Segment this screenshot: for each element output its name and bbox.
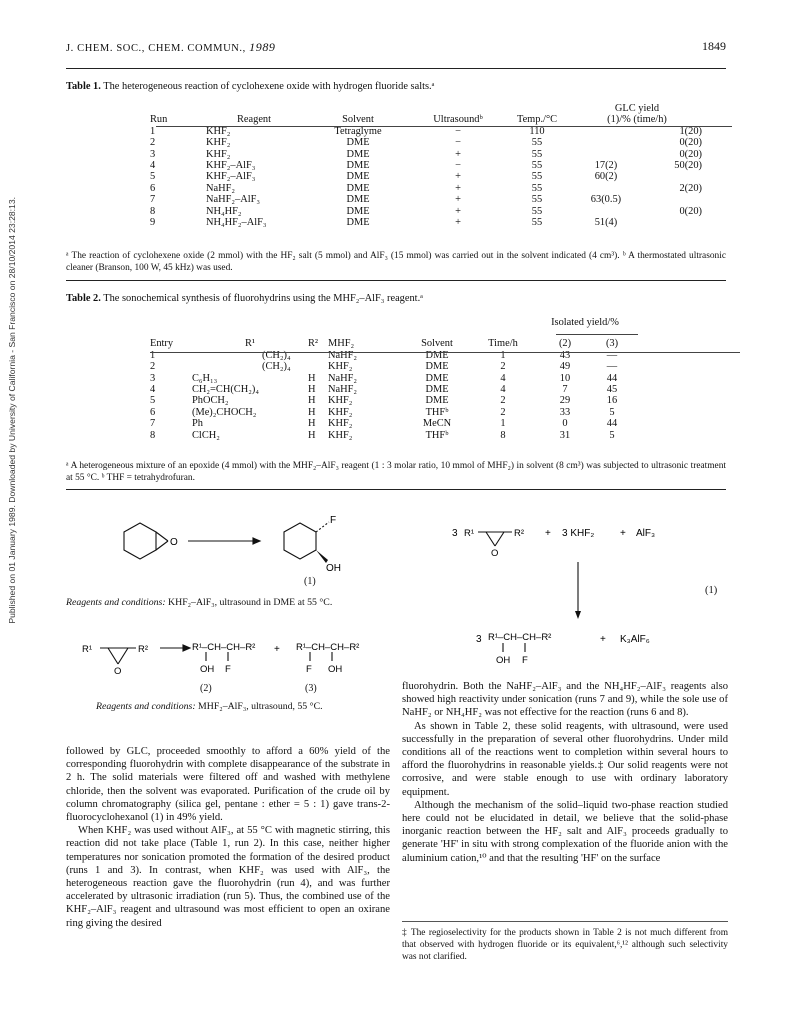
svg-text:O: O [114, 666, 122, 677]
table1-col-run: Run [150, 114, 168, 126]
journal-name [66, 40, 276, 55]
header-rule [66, 68, 726, 69]
table2-cell: NaHF₂ [328, 384, 358, 396]
table2-cell: DME [425, 361, 449, 373]
table2-cell: 3 [150, 372, 156, 384]
table2-cell: 33 [559, 406, 571, 418]
svg-text:R¹: R¹ [82, 644, 93, 655]
table2-cell: THFᵇ [425, 429, 449, 441]
table1-row [150, 160, 702, 171]
table1-header-row [150, 114, 702, 125]
table1-row [150, 171, 702, 182]
table1-cell: + [455, 182, 461, 194]
table2-cell: DME [425, 384, 449, 396]
table1-cell: 17(2) [594, 160, 618, 172]
table2-cell: 44 [606, 372, 618, 384]
download-watermark [6, 150, 18, 670]
table1-cell [572, 183, 640, 194]
journal-year: 1989 [249, 40, 276, 54]
product3-label: (3) [305, 683, 317, 694]
svg-text:R²: R² [514, 528, 525, 539]
table1-cell [640, 217, 702, 228]
table1-row [150, 183, 702, 194]
table1-caption-text: The heterogeneous reaction of cyclohexene oxide with hydrogen fluoride salts.ᵃ [103, 81, 435, 92]
svg-text:F: F [522, 655, 528, 666]
table2-yield-header: Isolated yield/% [551, 317, 619, 328]
svg-text:O: O [170, 537, 178, 548]
table2-label: Table 2. [66, 293, 101, 304]
left-paragraph-1: followed by GLC, proceeded smoothly to afford a 60% yield of the corresponding fluorohydrin with complete disappearance of the substrate in 2 h. The solid materials were filtered off and washed with methylene chloride, then the solvent was evaporated. Purification of the crude oil by column chromatography (silica gel, pentane : ether = 5 : 1) gave trans-2-fluorocyclohexanol (1) in 49% yield. [66, 746, 390, 824]
product2-label: (2) [200, 683, 212, 694]
svg-text:R²: R² [138, 644, 149, 655]
svg-text:+: + [545, 528, 551, 539]
table2-col-time: Time/h [488, 338, 518, 350]
svg-text:R¹–CH–CH–R²: R¹–CH–CH–R² [488, 632, 552, 643]
table2-cell: 49 [559, 361, 571, 373]
table2-cell: NaHF₂ [328, 349, 358, 361]
table2-cell: H [308, 372, 316, 384]
scheme2-conditions-text: MHF₂–AlF₃, ultrasound, 55 °C. [198, 701, 323, 712]
table2-end-rule [66, 489, 726, 490]
table2-cell: H [308, 429, 316, 441]
table2-cell: 10 [559, 372, 571, 384]
table1-cell: 9 [150, 217, 156, 229]
svg-text:K₃AlF₆: K₃AlF₆ [620, 634, 650, 645]
right-paragraph-1: fluorohydrin. Both the NaHF₂–AlF₃ and the NH₄HF₂–AlF₃ reagents also showed high reactivity under sonication (runs 7 and 9), while the sole use of NaHF₂ or NH₄HF₂ was not effective for the reaction (runs 6 and 8). [402, 681, 728, 719]
table1-cell: 55 [531, 137, 543, 149]
table2-cell: 2 [500, 406, 506, 418]
table1-cell: DME [346, 171, 370, 183]
table1-cell: NaHF₂–AlF₃ [206, 194, 261, 206]
table1-cell: + [455, 171, 461, 183]
table1-footnote: ᵃ The reaction of cyclohexene oxide (2 mmol) with the HF₂ salt (5 mmol) and AlF₃ (15 mmol) was carried out in the solvent indicated (4 cm³). ᵇ A thermostated ultrasonic cleaner (Branson, 100 W, 45 kHz) was used. [66, 251, 726, 274]
right-paragraph-2: As shown in Table 2, these solid reagents, with ultrasound, were used successfully in the preparation of several other fluorohydrins. Under mild conditions all of the reactions went to completion within several hours to afford the fluorohydrins in reasonable yields.‡ Our solid reagents were not corrosive, and were stable enough to use with ordinary laboratory equipment. [402, 720, 728, 798]
table2-col-solvent: Solvent [421, 338, 453, 350]
footnote-rule [402, 921, 728, 922]
table2-cell: (CH₂)₄ [262, 349, 291, 361]
table1-cell: 55 [531, 217, 543, 229]
table2-cell: ClCH₂ [192, 429, 220, 441]
svg-text:R¹–CH–CH–R²: R¹–CH–CH–R² [296, 642, 360, 653]
table1-cell: 55 [531, 205, 543, 217]
svg-text:+: + [620, 528, 626, 539]
download-watermark-text: Published on 01 January 1989. Downloaded by University of California - San Francisco on 28/10/2014 23:28:13. [7, 196, 17, 624]
table1-row [150, 137, 702, 148]
scheme2-conditions [96, 701, 323, 712]
table1-cell: 55 [531, 194, 543, 206]
table2-col-r1: R¹ [244, 338, 256, 350]
right-column [402, 680, 728, 865]
table2-cell: 45 [606, 384, 618, 396]
table2-cell: 6 [150, 406, 156, 418]
table2 [150, 317, 632, 441]
table2-cell: 31 [559, 429, 571, 441]
table2-cell: H [308, 418, 316, 430]
table2-cell: 1 [500, 418, 506, 430]
table1-cell: KHF₂ [206, 148, 231, 160]
table1-cell: Tetraglyme [334, 125, 382, 137]
table1-cell: 0(20) [679, 137, 702, 149]
table2-cell: C₆H₁₃ [192, 372, 218, 384]
table1-cell: KHF₂–AlF₃ [206, 160, 256, 172]
cyclohexene-oxide-ring [124, 523, 156, 559]
table1-cell: 110 [529, 125, 545, 137]
table2-col-mhf2: MHF₂ [328, 338, 355, 350]
table2-cell: (Me)₂CHOCH₂ [192, 406, 257, 418]
table1-cell: 55 [531, 182, 543, 194]
table1-cell: DME [346, 194, 370, 206]
table1-cell: 3 [150, 148, 156, 160]
svg-text:OH: OH [200, 664, 215, 675]
table2-col-yield3: (3) [605, 338, 619, 350]
table1-cell [572, 137, 640, 148]
table1-cell: NaHF₂ [206, 182, 236, 194]
table2-row [150, 407, 632, 418]
table2-row [150, 430, 632, 441]
table1-cell: 2 [150, 137, 156, 149]
table2-row [150, 373, 632, 384]
table1-cell: 1 [150, 125, 156, 137]
scheme1-conditions-lead: Reagents and conditions: [66, 597, 166, 608]
table2-cell: — [606, 349, 618, 361]
table2-cell: DME [425, 372, 449, 384]
page-number: 1849 [702, 39, 726, 53]
table2-col-entry: Entry [150, 338, 174, 350]
table1-cell: DME [346, 160, 370, 172]
scheme1-conditions [66, 597, 332, 608]
svg-text:AlF₃: AlF₃ [636, 528, 656, 539]
table2-cell: DME [425, 349, 449, 361]
table2-cell: — [606, 361, 618, 373]
table2-yield-rule [556, 334, 638, 335]
scheme1-label: (1) [304, 576, 316, 587]
table2-row [150, 361, 632, 372]
table2-cell: H [308, 395, 316, 407]
table2-cell: THFᵇ [425, 406, 449, 418]
table2-row [150, 395, 632, 406]
table1-cell: + [455, 217, 461, 229]
table2-cell: 2 [500, 395, 506, 407]
table1-caption [66, 80, 726, 93]
table1-cell: 1(20) [679, 125, 702, 137]
svg-text:3 KHF₂: 3 KHF₂ [562, 528, 595, 539]
table2-cell: H [308, 406, 316, 418]
table2-cell: (CH₂)₄ [262, 361, 291, 373]
table1-cell: 5 [150, 171, 156, 183]
right-footnote: ‡ The regioselectivity for the products shown in Table 2 is not much different from that observed with hydrogen fluoride or its equivalent,⁶,¹² although such selectivity was not clarified. [402, 928, 728, 962]
table2-col-yield2: (2) [558, 338, 572, 350]
table2-row [150, 384, 632, 395]
table2-cell: 1 [500, 349, 506, 361]
table2-caption [66, 292, 726, 305]
table1-row [150, 149, 702, 160]
svg-text:O: O [491, 548, 499, 559]
table2-cell: PhOCH₂ [192, 395, 229, 407]
table2-cell: KHF₂ [328, 406, 353, 418]
scheme2-structures [78, 628, 388, 684]
table2-cell: NaHF₂ [328, 372, 358, 384]
svg-text:OH: OH [496, 655, 511, 666]
svg-text:3: 3 [452, 528, 458, 539]
table1-yield-header: GLC yield [614, 103, 660, 114]
table1-cell: 0(20) [679, 205, 702, 217]
table1-cell: DME [346, 148, 370, 160]
table1-end-rule [66, 280, 726, 281]
scheme1-conditions-text: KHF₂–AlF₃, ultrasound in DME at 55 °C. [168, 597, 333, 608]
table1-col-temp: Temp./°C [516, 114, 558, 126]
table2-cell: 7 [150, 418, 156, 430]
table1-cell [640, 171, 702, 182]
svg-text:3: 3 [476, 634, 482, 645]
table2-row [150, 418, 632, 429]
table1-cell: 55 [531, 160, 543, 172]
table1-cell: − [455, 160, 461, 172]
table1-cell: KHF₂ [206, 137, 231, 149]
svg-text:F: F [225, 664, 231, 675]
table1-cell: NH₄HF₂ [206, 205, 242, 217]
table1-cell: KHF₂ [206, 125, 231, 137]
table2-cell: Ph [192, 418, 203, 430]
running-header [66, 40, 726, 56]
table1-header-rule [156, 126, 732, 127]
table1-col-reagent: Reagent [236, 114, 272, 126]
table1-col-solvent: Solvent [342, 114, 374, 126]
table1-cell: 2(20) [679, 182, 702, 194]
svg-text:+: + [274, 644, 280, 655]
table1-cell: 7 [150, 194, 156, 206]
table1-cell [572, 206, 640, 217]
table2-cell: 29 [559, 395, 571, 407]
table1-cell: KHF₂–AlF₃ [206, 171, 256, 183]
table2-cell: 7 [562, 384, 568, 396]
table2-cell: KHF₂ [328, 361, 353, 373]
svg-text:F: F [306, 664, 312, 675]
table2-cell: 43 [559, 349, 571, 361]
table2-cell: KHF₂ [328, 429, 353, 441]
table2-caption-text: The sonochemical synthesis of fluorohydrins using the MHF₂–AlF₃ reagent.ᵃ [103, 293, 424, 304]
table1-cell: − [455, 137, 461, 149]
table2-cell: KHF₂ [328, 418, 353, 430]
fluorocyclohexanol-ring [284, 523, 316, 559]
table2-cell: 0 [562, 418, 568, 430]
table1-col-yield: (1)/% (time/h) [607, 114, 667, 126]
journal-title: J. CHEM. SOC., CHEM. COMMUN., [66, 43, 246, 54]
table2-cell: 5 [150, 395, 156, 407]
table1-cell: 63(0.5) [590, 194, 622, 206]
svg-text:R¹: R¹ [464, 528, 475, 539]
table1-cell [572, 126, 640, 137]
table2-cell: 16 [606, 395, 618, 407]
table1-cell [572, 149, 640, 160]
table2-cell: H [308, 384, 316, 396]
table1-cell: 55 [531, 171, 543, 183]
table1-cell: 8 [150, 205, 156, 217]
left-column [66, 745, 390, 930]
table2-cell: MeCN [422, 418, 452, 430]
table1-row [150, 206, 702, 217]
table1-cell [640, 194, 702, 205]
scheme1-structures [110, 508, 380, 578]
left-paragraph-2: When KHF₂ was used without AlF₃, at 55 °C with magnetic stirring, this reaction did not take place (Table 1, run 2). In this case, neither higher temperatures nor sonication promoted the formation of the desired product (runs 1 and 3). In contrast, when KHF₂ was used with AlF₃, the heterogeneous reaction gave the fluorohydrin (run 4), and was further accelerated by ultrasonic irradiation (run 5). Thus, the combined use of the KHF₂–AlF₃ reagent and ultrasound was most efficient to open an oxirane ring giving the desired [66, 825, 390, 929]
table1-col-ultrasound: Ultrasoundᵇ [433, 114, 483, 126]
equation1-number: (1) [705, 585, 718, 596]
table1-row [150, 194, 702, 205]
table2-cell: 8 [500, 429, 506, 441]
table2-cell: 5 [609, 406, 615, 418]
table1-cell: NH₄HF₂–AlF₃ [206, 217, 267, 229]
table1-cell: 55 [531, 148, 543, 160]
svg-text:R¹–CH–CH–R²: R¹–CH–CH–R² [192, 642, 256, 653]
table2-col-r2: R² [308, 338, 319, 350]
table1-row [150, 126, 702, 137]
table2-cell: DME [425, 395, 449, 407]
table2-cell [308, 361, 328, 372]
table2-cell: KHF₂ [328, 395, 353, 407]
table1-cell: DME [346, 182, 370, 194]
table1-label: Table 1. [66, 81, 101, 92]
table1-cell: 0(20) [679, 148, 702, 160]
table2-cell: 1 [150, 349, 156, 361]
table1-cell: 60(2) [594, 171, 618, 183]
right-paragraph-3: Although the mechanism of the solid–liquid two-phase reaction studied here could not be elucidated in detail, we believe that the solid-phase inorganic reaction between the HF₂ salt and AlF₃ proceeds gradually to generate 'HF' in situ with strong complexation of the fluoride anion with the aluminium cation,¹⁰ and that the resulting 'HF' on the surface [402, 799, 728, 864]
table2-cell: 4 [500, 372, 506, 384]
svg-text:+: + [600, 634, 606, 645]
table2-cell: CH₂=CH(CH₂)₄ [192, 384, 259, 396]
table1 [150, 103, 702, 228]
svg-text:F: F [330, 515, 337, 526]
table1-cell: + [455, 194, 461, 206]
table1-cell: − [455, 125, 461, 137]
table2-cell: 5 [609, 429, 615, 441]
table2-header-row [150, 338, 632, 349]
table1-cell: + [455, 205, 461, 217]
table1-cell: 51(4) [594, 217, 618, 229]
table1-cell: DME [346, 217, 370, 229]
table1-cell: 50(20) [674, 160, 702, 172]
table1-cell: + [455, 148, 461, 160]
svg-text:OH: OH [328, 664, 343, 675]
scheme2-conditions-lead: Reagents and conditions: [96, 701, 196, 712]
table1-cell: 6 [150, 182, 156, 194]
table2-cell: 8 [150, 429, 156, 441]
svg-text:OH: OH [326, 563, 341, 574]
table1-cell: DME [346, 205, 370, 217]
table2-header-rule [150, 352, 740, 353]
table1-cell: DME [346, 137, 370, 149]
equation1-structures [450, 512, 740, 682]
table1-cell: 4 [150, 160, 156, 172]
table2-cell: 4 [150, 384, 156, 396]
table2-cell: 4 [500, 384, 506, 396]
table2-cell: 2 [150, 361, 156, 373]
table2-footnote: ᵃ A heterogeneous mixture of an epoxide (4 mmol) with the MHF₂–AlF₃ reagent (1 : 3 molar ratio, 10 mmol of MHF₂) in solvent (8 cm³) was subjected to ultrasonic treatment at 55 °C. ᵇ THF = tetrahydrofuran. [66, 461, 726, 484]
table2-cell: 2 [500, 361, 506, 373]
table2-cell: 44 [606, 418, 618, 430]
table1-row [150, 217, 702, 228]
